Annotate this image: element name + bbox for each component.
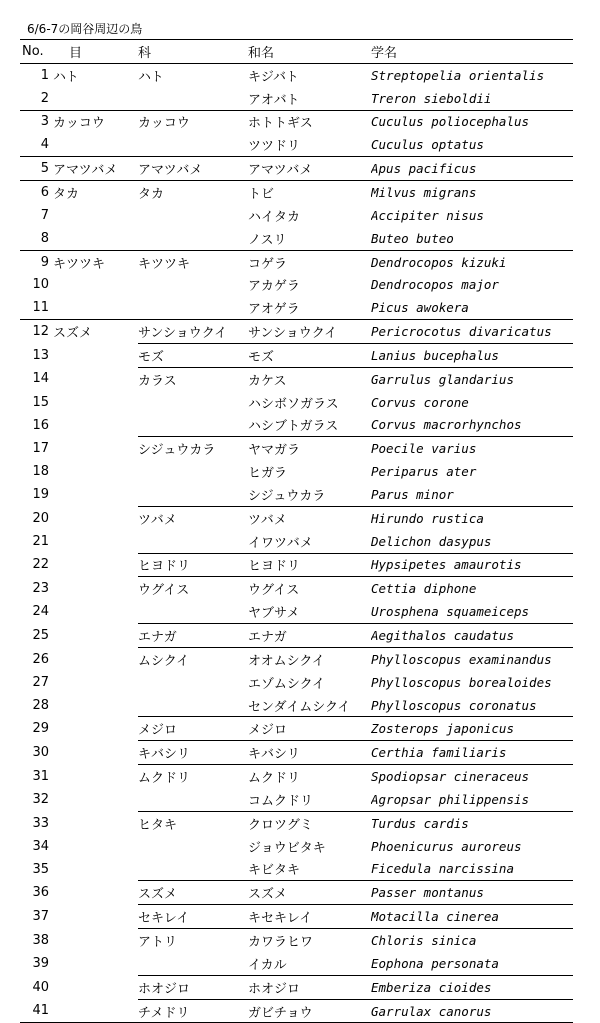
- cell-scientific-name: Motacilla cinerea: [371, 905, 573, 929]
- cell-japanese-name: モズ: [248, 343, 371, 367]
- cell-no: 13: [32, 347, 49, 363]
- cell-scientific-name: Parus minor: [371, 486, 454, 502]
- cell-japanese-name: イカル: [248, 957, 287, 973]
- cell-no: 34: [32, 838, 49, 854]
- cell-japanese-name: ウグイス: [248, 577, 371, 600]
- table-row: [20, 63, 573, 86]
- cell-no: 19: [32, 487, 49, 503]
- cell-scientific-name: Hypsipetes amaurotis: [371, 553, 573, 577]
- cell-scientific-name: Apus pacificus: [371, 157, 573, 181]
- table-row: [20, 87, 573, 110]
- cell-order: [52, 460, 138, 483]
- cell-no: 4: [40, 137, 49, 153]
- cell-no: 16: [32, 417, 49, 433]
- cell-japanese-name: ホオジロ: [248, 975, 371, 999]
- cell-order: アマツバメ: [52, 157, 138, 181]
- cell-scientific-name: Cuculus poliocephalus: [371, 110, 573, 133]
- cell-no: 32: [32, 792, 49, 808]
- table-row: [20, 694, 573, 717]
- cell-order: [52, 905, 138, 929]
- cell-family: メジロ: [138, 717, 248, 741]
- cell-scientific-name: Dendrocopos major: [371, 277, 499, 293]
- cell-order: [52, 367, 138, 390]
- cell-japanese-name: アオゲラ: [248, 302, 300, 318]
- cell-order: ハト: [53, 69, 79, 85]
- table-row: [20, 811, 573, 834]
- table-row: [20, 952, 573, 975]
- cell-scientific-name: Phylloscopus borealoides: [371, 674, 552, 690]
- cell-no: 27: [32, 674, 49, 690]
- cell-no: 37: [32, 909, 49, 925]
- cell-japanese-name: ガビチョウ: [248, 999, 371, 1023]
- cell-family: カラス: [138, 367, 248, 390]
- cell-family: キツツキ: [138, 250, 248, 273]
- table-row: [20, 110, 573, 133]
- cell-order: [52, 553, 138, 577]
- cell-japanese-name: アマツバメ: [248, 157, 371, 181]
- cell-no: 11: [32, 300, 49, 316]
- cell-order: [52, 343, 138, 367]
- cell-family: [138, 530, 248, 553]
- table-row: [20, 717, 573, 741]
- cell-family: アマツバメ: [138, 157, 248, 181]
- table-row: [20, 320, 573, 344]
- cell-scientific-name: Passer montanus: [371, 881, 573, 905]
- cell-family: タカ: [138, 181, 248, 204]
- cell-order: [52, 858, 138, 881]
- cell-family: [138, 296, 248, 319]
- cell-order: [52, 975, 138, 999]
- cell-japanese-name: キバシリ: [248, 741, 371, 765]
- cell-family: [138, 788, 248, 811]
- cell-family: スズメ: [138, 881, 248, 905]
- cell-family: サンショウクイ: [138, 320, 248, 344]
- cell-family: チメドリ: [138, 999, 248, 1023]
- cell-scientific-name: Periparus ater: [371, 464, 477, 480]
- cell-family: [138, 273, 248, 296]
- cell-scientific-name: Accipiter nisus: [371, 207, 484, 223]
- table-row: [20, 273, 573, 296]
- cell-order: [52, 600, 138, 623]
- cell-family: ウグイス: [138, 577, 248, 600]
- table-row: [20, 437, 573, 460]
- cell-japanese-name: エゾムシクイ: [248, 676, 325, 692]
- cell-no: 9: [20, 250, 52, 273]
- table-row: [20, 553, 573, 577]
- cell-order: [52, 204, 138, 227]
- cell-no: 23: [32, 581, 49, 597]
- page-title: 6/6-7の岡谷周辺の鳥: [27, 22, 143, 36]
- cell-order: スズメ: [52, 320, 138, 344]
- cell-scientific-name: Phylloscopus examinandus: [371, 647, 573, 670]
- cell-scientific-name: Turdus cardis: [371, 811, 573, 834]
- cell-japanese-name: トビ: [248, 181, 371, 204]
- cell-scientific-name: Aegithalos caudatus: [371, 624, 573, 648]
- table-row: [20, 741, 573, 765]
- cell-order: カッコウ: [52, 110, 138, 133]
- cell-order: [52, 437, 138, 460]
- cell-family: [138, 858, 248, 881]
- cell-japanese-name: ヒガラ: [248, 466, 288, 482]
- cell-no: 18: [32, 464, 49, 480]
- cell-no: 31: [32, 768, 49, 784]
- cell-order: [52, 741, 138, 765]
- table-row: [20, 414, 573, 437]
- cell-japanese-name: メジロ: [248, 717, 371, 741]
- cell-no: 1: [40, 67, 49, 83]
- cell-no: 40: [32, 979, 49, 995]
- table-row: [20, 600, 573, 623]
- cell-japanese-name: ジョウビタキ: [248, 840, 326, 856]
- cell-order: タカ: [52, 181, 138, 204]
- cell-order: キツツキ: [52, 250, 138, 273]
- cell-japanese-name: カケス: [248, 367, 371, 390]
- cell-order: [52, 483, 138, 506]
- cell-no: 38: [32, 932, 49, 948]
- cell-no: 25: [32, 628, 49, 644]
- cell-no: 10: [32, 277, 49, 293]
- cell-scientific-name: Chloris sinica: [371, 929, 573, 952]
- cell-no: 5: [20, 157, 52, 181]
- cell-no: 33: [32, 815, 49, 831]
- cell-family: [138, 671, 248, 694]
- cell-no: 7: [40, 207, 49, 223]
- cell-order: [52, 952, 138, 975]
- cell-no: 6: [20, 181, 52, 204]
- table-row: [20, 296, 573, 319]
- cell-order: [52, 391, 138, 414]
- cell-japanese-name: ノスリ: [248, 232, 287, 248]
- cell-no: 30: [32, 745, 49, 761]
- cell-japanese-name: ヤマガラ: [248, 437, 371, 460]
- cell-japanese-name: センダイムシクイ: [248, 699, 351, 715]
- cell-no: 39: [32, 956, 49, 972]
- cell-scientific-name: Delichon dasypus: [371, 533, 492, 549]
- cell-no: 2: [40, 90, 49, 106]
- cell-scientific-name: Urosphena squameiceps: [371, 604, 530, 620]
- cell-order: [52, 227, 138, 250]
- table-row: [20, 460, 573, 483]
- cell-no: 29: [32, 721, 49, 737]
- cell-no: 8: [40, 230, 49, 246]
- cell-family: [138, 204, 248, 227]
- table-row: [20, 157, 573, 181]
- table-row: [20, 881, 573, 905]
- cell-scientific-name: Poecile varius: [371, 437, 573, 460]
- cell-japanese-name: コゲラ: [248, 250, 371, 273]
- header-scientific-name: 学名: [371, 40, 573, 64]
- cell-scientific-name: Zosterops japonicus: [371, 717, 573, 741]
- cell-japanese-name: スズメ: [248, 881, 371, 905]
- cell-no: 21: [32, 533, 49, 549]
- cell-japanese-name: ムクドリ: [248, 765, 371, 788]
- table-row: [20, 975, 573, 999]
- cell-no: 17: [32, 441, 49, 457]
- cell-scientific-name: Emberiza cioides: [371, 975, 573, 999]
- cell-family: アトリ: [138, 929, 248, 952]
- cell-scientific-name: Garrulus glandarius: [371, 367, 573, 390]
- cell-no: 35: [32, 861, 49, 877]
- table-row: [20, 204, 573, 227]
- table-row: [20, 788, 573, 811]
- cell-no: 14: [32, 371, 49, 387]
- table-row: [20, 133, 573, 156]
- cell-order: [52, 273, 138, 296]
- cell-family: [138, 391, 248, 414]
- cell-scientific-name: Hirundo rustica: [371, 506, 573, 529]
- cell-scientific-name: Agropsar philippensis: [371, 791, 530, 807]
- cell-scientific-name: Corvus macrorhynchos: [371, 417, 522, 433]
- cell-family: [138, 835, 248, 858]
- cell-japanese-name: ハイタカ: [248, 209, 301, 225]
- cell-family: ホオジロ: [138, 975, 248, 999]
- cell-order: [52, 717, 138, 741]
- cell-japanese-name: エナガ: [248, 624, 371, 648]
- cell-scientific-name: Spodiopsar cineraceus: [371, 765, 573, 788]
- cell-family: [138, 694, 248, 717]
- cell-order: [52, 835, 138, 858]
- table-row: [20, 483, 573, 506]
- table-row: [20, 343, 573, 367]
- cell-family: ムクドリ: [138, 765, 248, 788]
- table-row: [20, 624, 573, 648]
- cell-japanese-name: クロツグミ: [248, 811, 371, 834]
- header-order: 目: [52, 40, 138, 64]
- table-row: [20, 905, 573, 929]
- cell-order: [52, 671, 138, 694]
- cell-scientific-name: Buteo buteo: [371, 230, 454, 246]
- cell-order: [52, 296, 138, 319]
- table-row: [20, 227, 573, 250]
- cell-japanese-name: アカゲラ: [248, 279, 300, 295]
- cell-japanese-name: ハシブトガラス: [248, 419, 339, 435]
- cell-japanese-name: イワツバメ: [248, 535, 313, 551]
- cell-japanese-name: ヒヨドリ: [248, 553, 371, 577]
- cell-japanese-name: ツバメ: [248, 506, 371, 529]
- cell-family: [138, 227, 248, 250]
- cell-order: [52, 87, 138, 110]
- cell-family: ハト: [138, 69, 164, 85]
- cell-no: 41: [20, 999, 52, 1023]
- cell-japanese-name: ホトトギス: [248, 110, 371, 133]
- cell-japanese-name: ハシボソガラス: [248, 396, 339, 412]
- cell-japanese-name: シジュウカラ: [248, 488, 326, 504]
- cell-order: [52, 811, 138, 834]
- cell-order: [52, 765, 138, 788]
- cell-scientific-name: Cettia diphone: [371, 577, 573, 600]
- cell-family: ツバメ: [138, 506, 248, 529]
- cell-family: カッコウ: [138, 110, 248, 133]
- cell-scientific-name: Certhia familiaris: [371, 741, 573, 765]
- table-row: [20, 577, 573, 600]
- cell-scientific-name: Eophona personata: [371, 955, 499, 971]
- table-row: [20, 929, 573, 952]
- cell-scientific-name: Cuculus optatus: [371, 137, 484, 153]
- cell-order: [52, 414, 138, 437]
- header-family: 科: [138, 40, 248, 64]
- cell-family: ヒタキ: [138, 811, 248, 834]
- cell-japanese-name: キビタキ: [248, 863, 301, 879]
- cell-scientific-name: Phylloscopus coronatus: [371, 697, 537, 713]
- cell-no: 22: [32, 557, 49, 573]
- cell-japanese-name: キセキレイ: [248, 905, 371, 929]
- cell-no: 20: [32, 510, 49, 526]
- cell-order: [52, 647, 138, 670]
- cell-scientific-name: Ficedula narcissina: [371, 861, 514, 877]
- cell-japanese-name: アオバト: [248, 92, 300, 108]
- table-header-row: [20, 40, 573, 64]
- table-row: [20, 999, 573, 1023]
- cell-order: [52, 133, 138, 156]
- cell-no: 12: [20, 320, 52, 344]
- table-row: [20, 647, 573, 670]
- cell-japanese-name: オオムシクイ: [248, 647, 371, 670]
- cell-family: [138, 600, 248, 623]
- cell-family: シジュウカラ: [138, 437, 248, 460]
- cell-family: [138, 87, 248, 110]
- table-row: [20, 367, 573, 390]
- cell-family: [138, 483, 248, 506]
- cell-order: [52, 530, 138, 553]
- cell-japanese-name: ツツドリ: [248, 139, 301, 155]
- table-row: [20, 181, 573, 204]
- cell-order: [52, 624, 138, 648]
- table-row: [20, 530, 573, 553]
- cell-japanese-name: コムクドリ: [248, 793, 314, 809]
- table-row: [20, 671, 573, 694]
- cell-scientific-name: Pericrocotus divaricatus: [371, 320, 573, 344]
- table-row: [20, 858, 573, 881]
- cell-scientific-name: Phoenicurus auroreus: [371, 838, 522, 854]
- table-row: [20, 391, 573, 414]
- cell-no: 28: [32, 697, 49, 713]
- cell-order: [52, 694, 138, 717]
- cell-order: [52, 506, 138, 529]
- table-row: [20, 506, 573, 529]
- cell-no: 15: [32, 394, 49, 410]
- table-row: [20, 835, 573, 858]
- table-body: [20, 63, 573, 1023]
- cell-japanese-name: カワラヒワ: [248, 929, 371, 952]
- cell-japanese-name: キジバト: [248, 69, 299, 85]
- cell-order: [52, 929, 138, 952]
- cell-scientific-name: Treron sieboldii: [371, 90, 492, 106]
- cell-scientific-name: Picus awokera: [371, 300, 469, 316]
- cell-no: 36: [32, 885, 49, 901]
- cell-scientific-name: Corvus corone: [371, 394, 469, 410]
- cell-family: ヒヨドリ: [138, 553, 248, 577]
- cell-family: [138, 133, 248, 156]
- cell-order: [52, 577, 138, 600]
- table-row: [20, 250, 573, 273]
- cell-japanese-name: サンショウクイ: [248, 320, 371, 344]
- cell-family: [138, 460, 248, 483]
- cell-family: キバシリ: [138, 741, 248, 765]
- cell-no: 24: [32, 604, 49, 620]
- cell-order: [52, 788, 138, 811]
- cell-no: 26: [32, 651, 49, 667]
- cell-family: モズ: [138, 343, 248, 367]
- cell-scientific-name: Lanius bucephalus: [371, 343, 573, 367]
- cell-family: エナガ: [138, 624, 248, 648]
- cell-scientific-name: Streptopelia orientalis: [371, 67, 545, 83]
- cell-family: [138, 414, 248, 437]
- header-japanese-name: 和名: [248, 40, 371, 64]
- cell-scientific-name: Garrulax canorus: [371, 999, 573, 1023]
- cell-order: [52, 999, 138, 1023]
- cell-no: 3: [20, 110, 52, 133]
- cell-scientific-name: Milvus migrans: [371, 181, 573, 204]
- bird-table: [20, 39, 573, 1023]
- cell-japanese-name: ヤブサメ: [248, 606, 300, 622]
- cell-scientific-name: Dendrocopos kizuki: [371, 250, 573, 273]
- cell-family: [138, 952, 248, 975]
- cell-family: セキレイ: [138, 905, 248, 929]
- cell-family: ムシクイ: [138, 647, 248, 670]
- table-row: [20, 765, 573, 788]
- header-no: No.: [20, 40, 52, 64]
- cell-order: [52, 881, 138, 905]
